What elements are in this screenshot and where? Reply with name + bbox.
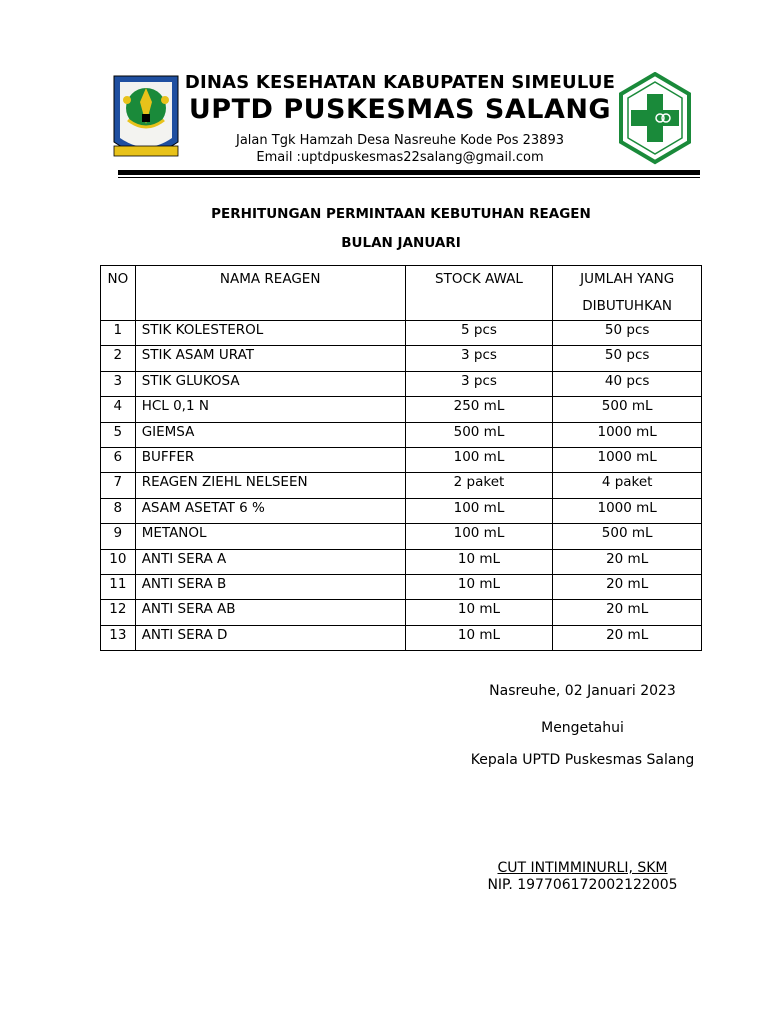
table-row — [101, 549, 702, 574]
table-row — [101, 574, 702, 599]
header-reagent-name: NAMA REAGEN — [135, 266, 405, 321]
signature-role: Kepala UPTD Puskesmas Salang — [470, 752, 695, 768]
row-need: 20 mL — [553, 549, 702, 574]
table-row — [101, 321, 702, 346]
row-need: 20 mL — [553, 600, 702, 625]
row-reagent-name: REAGEN ZIEHL NELSEEN — [135, 473, 405, 498]
table-header-row — [101, 266, 702, 321]
row-stock: 10 mL — [405, 625, 553, 650]
row-need: 40 pcs — [553, 371, 702, 396]
row-stock: 10 mL — [405, 549, 553, 574]
letterhead-divider-thin — [118, 177, 700, 178]
row-need: 500 mL — [553, 524, 702, 549]
table-row — [101, 346, 702, 371]
row-need: 20 mL — [553, 574, 702, 599]
signature-acknowledge: Mengetahui — [541, 720, 624, 736]
row-stock: 250 mL — [405, 397, 553, 422]
row-stock: 2 paket — [405, 473, 553, 498]
row-need: 500 mL — [553, 397, 702, 422]
header-stock: STOCK AWAL — [405, 266, 553, 321]
signature-nip: NIP. 197706172002122005 — [487, 877, 678, 893]
row-reagent-name: BUFFER — [135, 447, 405, 472]
institution-email: Email :uptdpuskesmas22salang@gmail.com — [256, 150, 544, 165]
table-row — [101, 422, 702, 447]
header-need-line2: DIBUTUHKAN — [582, 298, 673, 314]
table-row — [101, 447, 702, 472]
row-need: 4 paket — [553, 473, 702, 498]
row-stock: 10 mL — [405, 600, 553, 625]
letterhead-divider-thick — [118, 170, 700, 175]
table-row — [101, 397, 702, 422]
row-reagent-name: METANOL — [135, 524, 405, 549]
agency-name: DINAS KESEHATAN KABUPATEN SIMEULUE — [184, 72, 616, 93]
row-stock: 3 pcs — [405, 346, 553, 371]
table-body — [101, 321, 702, 651]
row-need: 1000 mL — [553, 422, 702, 447]
table-row — [101, 498, 702, 523]
row-no: 2 — [101, 346, 136, 371]
row-reagent-name: ANTI SERA A — [135, 549, 405, 574]
row-reagent-name: HCL 0,1 N — [135, 397, 405, 422]
row-no: 3 — [101, 371, 136, 396]
row-reagent-name: GIEMSA — [135, 422, 405, 447]
institution-address: Jalan Tgk Hamzah Desa Nasreuhe Kode Pos 23893 — [236, 133, 564, 148]
signature-name: CUT INTIMMINURLI, SKM — [497, 860, 668, 876]
row-reagent-name: STIK KOLESTEROL — [135, 321, 405, 346]
row-stock: 100 mL — [405, 498, 553, 523]
row-no: 1 — [101, 321, 136, 346]
institution-name: UPTD PUSKESMAS SALANG — [188, 94, 612, 125]
row-no: 4 — [101, 397, 136, 422]
row-no: 12 — [101, 600, 136, 625]
row-no: 8 — [101, 498, 136, 523]
header-no: NO — [101, 266, 136, 321]
row-need: 20 mL — [553, 625, 702, 650]
header-need — [553, 266, 702, 321]
table-row — [101, 473, 702, 498]
row-reagent-name: ASAM ASETAT 6 % — [135, 498, 405, 523]
row-no: 11 — [101, 574, 136, 599]
table-row — [101, 371, 702, 396]
row-no: 10 — [101, 549, 136, 574]
row-need: 50 pcs — [553, 321, 702, 346]
header-need-line1: JUMLAH YANG — [580, 271, 675, 287]
row-reagent-name: STIK GLUKOSA — [135, 371, 405, 396]
document-period: BULAN JANUARI — [341, 235, 461, 251]
row-no: 6 — [101, 447, 136, 472]
row-reagent-name: ANTI SERA AB — [135, 600, 405, 625]
row-stock: 5 pcs — [405, 321, 553, 346]
row-need: 1000 mL — [553, 498, 702, 523]
row-no: 7 — [101, 473, 136, 498]
row-reagent-name: ANTI SERA B — [135, 574, 405, 599]
row-reagent-name: STIK ASAM URAT — [135, 346, 405, 371]
table-row — [101, 524, 702, 549]
row-stock: 3 pcs — [405, 371, 553, 396]
table-row — [101, 600, 702, 625]
reagent-table — [100, 265, 702, 651]
document-title: PERHITUNGAN PERMINTAAN KEBUTUHAN REAGEN — [211, 206, 591, 222]
row-stock: 500 mL — [405, 422, 553, 447]
row-stock: 100 mL — [405, 524, 553, 549]
row-reagent-name: ANTI SERA D — [135, 625, 405, 650]
row-no: 5 — [101, 422, 136, 447]
row-need: 50 pcs — [553, 346, 702, 371]
table-row — [101, 625, 702, 650]
row-need: 1000 mL — [553, 447, 702, 472]
row-no: 9 — [101, 524, 136, 549]
row-stock: 10 mL — [405, 574, 553, 599]
signature-place-date: Nasreuhe, 02 Januari 2023 — [489, 683, 676, 699]
row-stock: 100 mL — [405, 447, 553, 472]
row-no: 13 — [101, 625, 136, 650]
